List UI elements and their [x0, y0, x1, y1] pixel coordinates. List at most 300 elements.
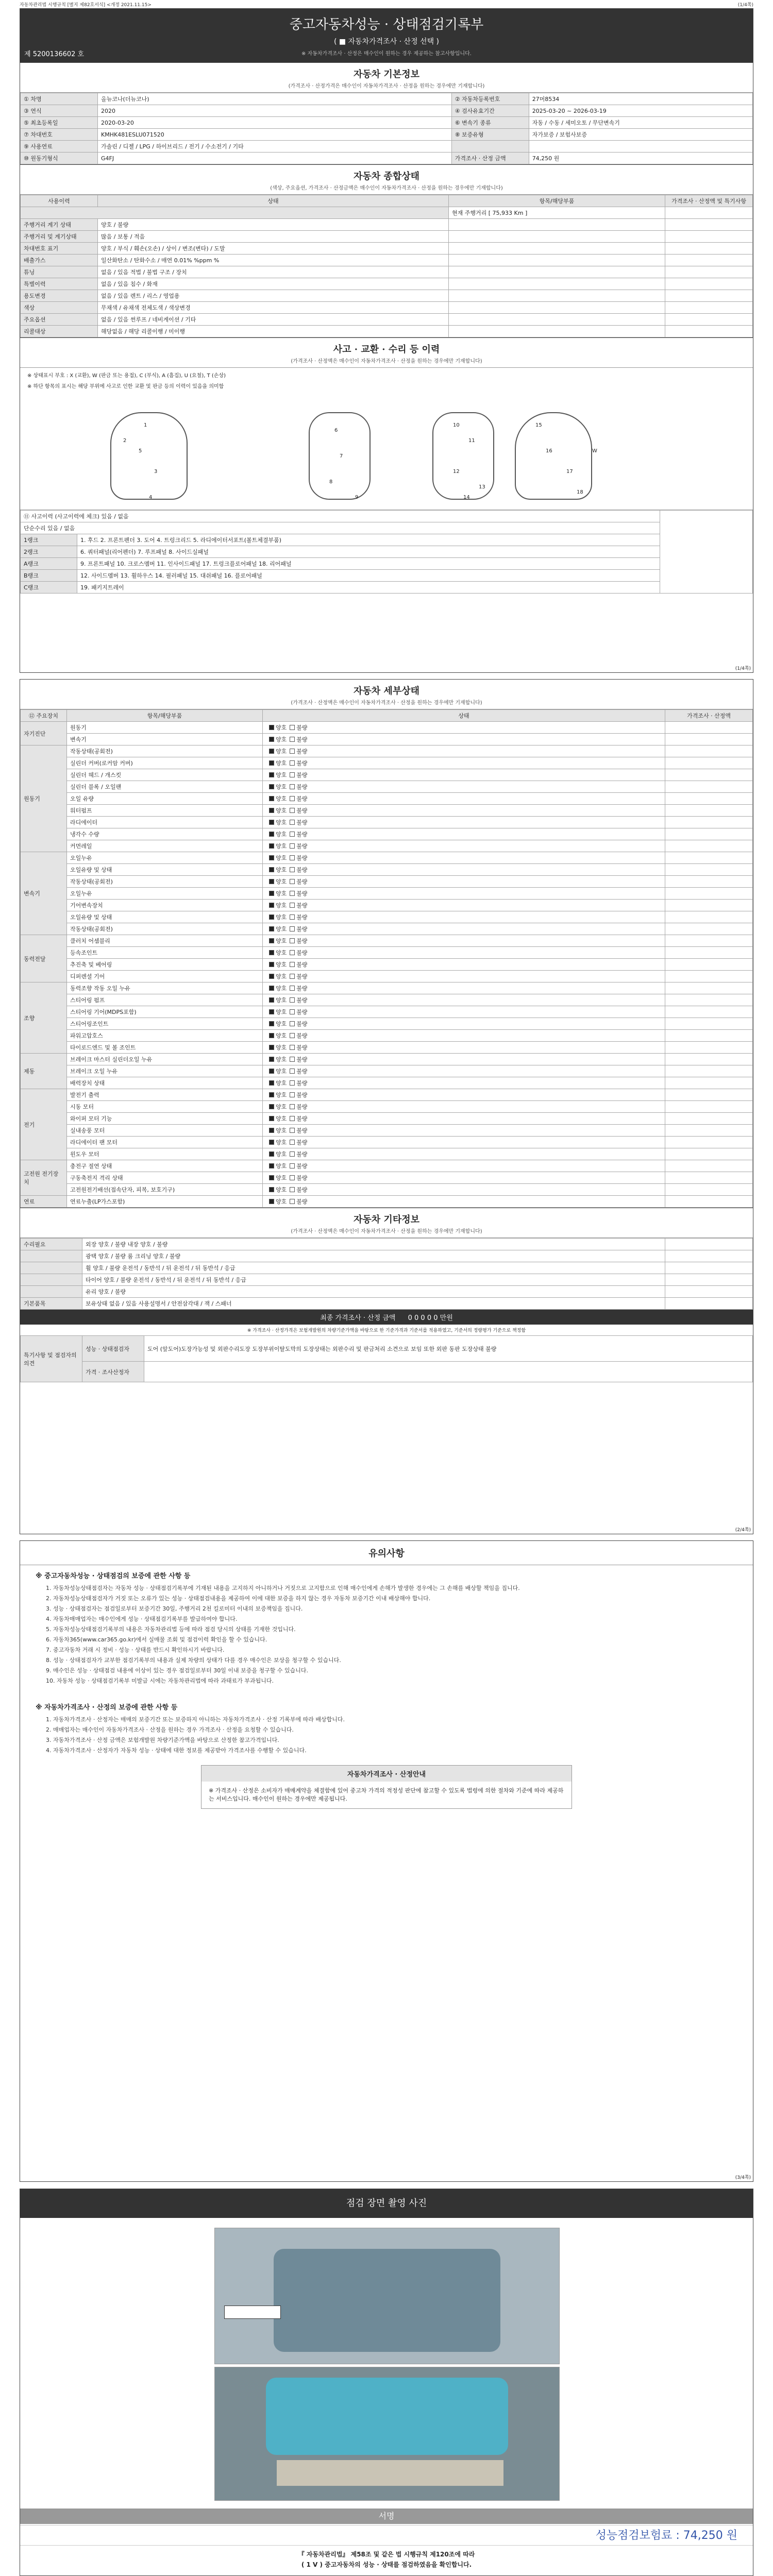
detail-device: 연료 [21, 1196, 67, 1208]
appraisal-guide-text: ※ 가격조사 · 산정은 소비자가 매매계약을 체결함에 있어 중고차 가격의 적정성 판단에 참고할 수 있도록 법령에 의한 절차와 기준에 따라 제공하는 서비스입니다. 매수인이 원하는 경우에만 제공됩니다. [209, 1787, 564, 1802]
detail-row [21, 900, 753, 911]
checkbox-icon [269, 1069, 274, 1074]
detail-part: 연료누출(LP가스포함) [67, 1196, 263, 1208]
condition-label: 양호 [276, 1115, 287, 1122]
detail-part: 고전원전기배선(접속단자, 피복, 보호기구) [67, 1184, 263, 1196]
overall-status-table [20, 195, 753, 337]
photos-title: 점검 장면 촬영 사진 [20, 2189, 753, 2218]
detail-price [665, 1137, 753, 1148]
legal-statement-2: ( 1 V ) 중고자동차의 성능 · 상태를 점검하였음을 확인합니다. [301, 2561, 472, 2568]
detail-part: 작동상태(공회전) [67, 745, 263, 757]
lift-photo [214, 2367, 560, 2501]
condition-label: 불량 [296, 997, 308, 1004]
detail-part: 오일 유량 [67, 793, 263, 805]
detail-condition [263, 1125, 665, 1137]
note-item: 2. 자동차성능상태점검자가 거짓 또는 오류가 있는 성능 · 상태점검내용을 제공하여 이에 대한 보증을 하지 않는 경우 자동차 보증기간 이내 배상해야 합니다. [46, 1595, 431, 1602]
detail-row [21, 959, 753, 971]
detail-row [21, 911, 753, 923]
detail-price [665, 781, 753, 793]
detail-price [665, 994, 753, 1006]
status-legend: ※ 상태표시 부호 : X (교환), W (판금 또는 용접), C (부식), A (흠집), U (요철), T (손상) [27, 373, 226, 379]
detail-device: 변속기 [21, 852, 67, 935]
detail-price [665, 1172, 753, 1184]
other-info-table [20, 1238, 753, 1310]
detail-row [21, 935, 753, 947]
overall-row [21, 266, 753, 278]
detail-row [21, 1077, 753, 1089]
basic-key: ⑤ 최초등록일 [21, 117, 98, 129]
other-info-note: (가격조사 · 산정액은 매수인이 자동차가격조사 · 산정을 원하는 경우에만 기재합니다) [20, 1227, 753, 1238]
form-notice [20, 1, 753, 8]
checkbox-icon [269, 1116, 274, 1121]
detail-part: 기어변속장치 [67, 900, 263, 911]
overall-extra [449, 302, 665, 314]
condition-label: 양호 [276, 855, 287, 861]
overall-extra [449, 326, 665, 337]
car-front-image [274, 2249, 500, 2352]
basic-value: 2025-03-20 ~ 2026-03-19 [529, 105, 752, 117]
diagram-label: 2 [123, 438, 127, 444]
detail-condition [263, 793, 665, 805]
other-price [665, 1274, 753, 1286]
simple-repair-flag: 단순수리 있음 / 없음 [21, 522, 660, 534]
condition-label: 불량 [296, 1115, 308, 1122]
other-row [21, 1239, 753, 1250]
other-key: 수리필요 [21, 1239, 82, 1250]
detail-part: 시동 모터 [67, 1101, 263, 1113]
checkbox-icon [269, 1163, 274, 1168]
diagram-label: 5 [139, 448, 142, 454]
checkbox-icon [269, 914, 274, 920]
accident-row [21, 546, 753, 558]
detail-price [665, 769, 753, 781]
detail-row [21, 1018, 753, 1030]
detail-condition [263, 888, 665, 900]
condition-label: 양호 [276, 1187, 287, 1193]
detail-price [665, 971, 753, 982]
detail-price [665, 1113, 753, 1125]
checkbox-icon [290, 1128, 295, 1133]
detail-price [665, 793, 753, 805]
detail-row [21, 982, 753, 994]
detail-price [665, 817, 753, 828]
detail-condition [263, 1030, 665, 1042]
checkbox-icon [269, 1092, 274, 1097]
appraiser-label: 가격 · 조사산정자 [82, 1362, 144, 1382]
accident-table [20, 510, 753, 594]
condition-label: 불량 [296, 736, 308, 743]
checkbox-icon [290, 1057, 295, 1062]
status-legend-2: ※ 하단 항목의 표시는 해당 부위에 사고로 인한 교환 및 판금 등의 이력이 있음을 의미함 [27, 384, 224, 389]
other-row [21, 1298, 753, 1310]
detail-device: 자기진단 [21, 722, 67, 745]
basic-value: 2020-03-20 [98, 117, 452, 129]
document-header [20, 9, 753, 62]
detail-part: 라디에이터 [67, 817, 263, 828]
legal-statement-1: 『 자동차관리법』 제58조 및 같은 법 시행규칙 제120조에 따라 [298, 2551, 475, 2558]
detail-status-note: (가격조사 · 산정액은 매수인이 자동차가격조사 · 산정을 원하는 경우에만 기재합니다) [20, 698, 753, 709]
overall-extra [449, 243, 665, 255]
basic-key: ⑨ 사용연료 [21, 141, 98, 152]
detail-row [21, 1065, 753, 1077]
checkbox-icon [290, 962, 295, 967]
detail-condition [263, 1042, 665, 1054]
condition-label: 불량 [296, 926, 308, 933]
note-item: 4. 자동차가격조사 · 산정자가 자동차 성능 · 상태에 대한 정보를 제공받아 가격조사를 수행할 수 있습니다. [46, 1747, 307, 1754]
overall-extra [449, 278, 665, 290]
overall-value: 양호 / 불량 [98, 219, 449, 231]
overall-row [21, 314, 753, 326]
checkbox-icon [290, 903, 295, 908]
col-status: 상태 [98, 195, 449, 207]
overall-value: 해당없음 / 해당 리콜이행 / 미이행 [98, 326, 449, 337]
overall-price [665, 231, 753, 243]
detail-condition [263, 1089, 665, 1101]
checkbox-icon [269, 772, 274, 777]
checkbox-icon [269, 855, 274, 860]
detail-row [21, 1101, 753, 1113]
condition-label: 불량 [296, 1021, 308, 1027]
condition-label: 불량 [296, 890, 308, 897]
overall-price [665, 326, 753, 337]
basic-info-title: 자동차 기본정보 [20, 62, 753, 81]
note-item: 3. 자동차가격조사 · 산정 금액은 보험개발원 차량기준가액을 바탕으로 산정한 참고가격입니다. [46, 1737, 279, 1743]
overall-extra [449, 314, 665, 326]
basic-info-note: (가격조사 · 산정가격은 매수인이 자동차가격조사 · 산정을 원하는 경우에만 기재합니다) [20, 81, 753, 93]
detail-price [665, 852, 753, 864]
detail-row [21, 1196, 753, 1208]
diagram-label: 8 [329, 479, 333, 485]
basic-key: ⑦ 차대번호 [21, 129, 98, 141]
checkbox-icon [290, 926, 295, 931]
condition-label: 양호 [276, 795, 287, 802]
overall-value: 일산화탄소 / 탄화수소 / 매연 0.01% %ppm % [98, 255, 449, 266]
detail-row [21, 1172, 753, 1184]
condition-label: 양호 [276, 843, 287, 850]
accident-rank: 2랭크 [21, 546, 77, 558]
basic-value [529, 141, 752, 152]
overall-key: 주요옵션 [21, 314, 98, 326]
checkbox-icon [269, 903, 274, 908]
note-item: 6. 자동차365(www.car365.go.kr)에서 실매물 조회 및 점검이력 확인을 할 수 있습니다. [46, 1636, 267, 1643]
remarks-table [20, 1335, 753, 1382]
condition-label: 불량 [296, 724, 308, 731]
detail-row [21, 1089, 753, 1101]
checkbox-icon [290, 760, 295, 766]
other-row [21, 1286, 753, 1298]
final-price-bar [20, 1310, 753, 1325]
page-number: (1/4쪽) [735, 666, 751, 671]
other-key [21, 1250, 82, 1262]
condition-label: 양호 [276, 1032, 287, 1039]
condition-label: 불량 [296, 1139, 308, 1146]
overall-value: 무채색 / 유채색 전체도색 / 색상변경 [98, 302, 449, 314]
basic-key: ⑧ 보증유형 [451, 129, 529, 141]
detail-row [21, 852, 753, 864]
other-key: 기본품목 [21, 1298, 82, 1310]
detail-row [21, 769, 753, 781]
detail-condition [263, 876, 665, 888]
diagram-label: 10 [453, 422, 460, 428]
checkbox-icon [290, 1187, 295, 1192]
overall-key: 주행거리 및 계기상태 [21, 231, 98, 243]
detail-part: 스티어링조인트 [67, 1018, 263, 1030]
checkbox-icon [290, 1009, 295, 1014]
condition-label: 불량 [296, 819, 308, 826]
col-condition: 상태 [263, 710, 665, 722]
overall-value: 없음 / 있음 썬루프 / 네비게이션 / 기타 [98, 314, 449, 326]
checkbox-icon [269, 986, 274, 991]
detail-part: 오일누유 [67, 852, 263, 864]
checkbox-icon [269, 1009, 274, 1014]
condition-label: 양호 [276, 819, 287, 826]
detail-part: 브레이크 마스터 실린더오일 누유 [67, 1054, 263, 1065]
detail-condition [263, 1184, 665, 1196]
note-item: 2. 매매업자는 매수인이 자동차가격조사 · 산정을 원하는 경우 가격조사 · 산정을 요청할 수 있습니다. [46, 1726, 294, 1733]
checkbox-icon [290, 855, 295, 860]
checkbox-icon [269, 1128, 274, 1133]
detail-condition [263, 828, 665, 840]
detail-part: 윈도우 모터 [67, 1148, 263, 1160]
detail-condition [263, 982, 665, 994]
document-title: 중고자동차성능 · 상태점검기록부 [289, 17, 484, 32]
page-4 [20, 2189, 753, 2576]
checkbox-icon [290, 749, 295, 754]
condition-label: 불량 [296, 1175, 308, 1181]
overall-extra [449, 231, 665, 243]
checkbox-icon [269, 974, 274, 979]
condition-label: 불량 [296, 1127, 308, 1134]
condition-label: 양호 [276, 1021, 287, 1027]
insurance-fee: 성능점검보험료 : 74,250 원 [20, 2525, 753, 2546]
other-row [21, 1274, 753, 1286]
lift-platform [277, 2460, 503, 2486]
condition-label: 불량 [296, 831, 308, 838]
detail-part: 냉각수 수량 [67, 828, 263, 840]
detail-condition [263, 1148, 665, 1160]
detail-condition [263, 923, 665, 935]
note-item: 1. 자동차가격조사 · 산정자는 매매의 보증기간 또는 보증하지 아니하는 자동차가격조사 · 산정 기록부에 따라 배상합니다. [46, 1716, 345, 1723]
condition-label: 불량 [296, 867, 308, 873]
checkbox-icon [269, 1140, 274, 1145]
other-price [665, 1250, 753, 1262]
detail-price [665, 1184, 753, 1196]
detail-row [21, 947, 753, 959]
other-value: 광택 양호 / 불량 룸 크리닝 양호 / 불량 [82, 1250, 665, 1262]
checkbox-icon [269, 1199, 274, 1204]
detail-condition [263, 1137, 665, 1148]
condition-label: 불량 [296, 1151, 308, 1158]
detail-part: 오일누유 [67, 888, 263, 900]
condition-label: 불량 [296, 878, 308, 885]
detail-part: 실린더 커버(로커암 커버) [67, 757, 263, 769]
detail-condition [263, 1113, 665, 1125]
checkbox-icon [290, 772, 295, 777]
detail-part: 실내송풍 모터 [67, 1125, 263, 1137]
detail-price [665, 1160, 753, 1172]
overall-price [665, 290, 753, 302]
accident-rank: A랭크 [21, 558, 77, 570]
checkbox-icon [269, 926, 274, 931]
col-part: 항목/해당부품 [67, 710, 263, 722]
checkbox-icon [290, 997, 295, 1003]
detail-part: 커먼레일 [67, 840, 263, 852]
condition-label: 양호 [276, 831, 287, 838]
detail-price [665, 1065, 753, 1077]
detail-price [665, 1006, 753, 1018]
accident-parts: 12. 사이드멤버 13. 휠하우스 14. 필러패널 15. 대쉬패널 16. 플로어패널 [77, 570, 660, 582]
checkbox-icon [269, 997, 274, 1003]
detail-price [665, 828, 753, 840]
condition-label: 불량 [296, 1068, 308, 1075]
checkbox-icon [269, 784, 274, 789]
note-item: 3. 성능 · 상태점검자는 점검일로부터 보증기간 30일, 주행거리 2천 킬로미터 이내의 보증책임을 집니다. [46, 1605, 303, 1612]
document-number: 제 5200136602 호 [24, 50, 85, 58]
checkbox-icon [269, 820, 274, 825]
detail-part: 실린더 헤드 / 개스킷 [67, 769, 263, 781]
detail-part: 스티어링 기어(MDPS포함) [67, 1006, 263, 1018]
overall-key: 색상 [21, 302, 98, 314]
checkbox-icon [269, 1080, 274, 1086]
other-price [665, 1286, 753, 1298]
detail-price [665, 1148, 753, 1160]
basic-key: ⑩ 원동기형식 [21, 152, 98, 164]
checkbox-icon [269, 1187, 274, 1192]
detail-status-title: 자동차 세부상태 [20, 680, 753, 698]
detail-part: 실린더 블록 / 오일팬 [67, 781, 263, 793]
detail-part: 오일유량 및 상태 [67, 911, 263, 923]
col-device: ⑫ 주요장치 [21, 710, 67, 722]
checkbox-icon [290, 725, 295, 730]
detail-price [665, 1054, 753, 1065]
basic-value: 2020 [98, 105, 452, 117]
detail-condition [263, 722, 665, 734]
detail-part: 발전기 출력 [67, 1089, 263, 1101]
condition-label: 양호 [276, 890, 287, 897]
condition-label: 양호 [276, 985, 287, 992]
overall-price [665, 314, 753, 326]
car-front-outline [110, 412, 188, 500]
condition-label: 불량 [296, 760, 308, 767]
detail-condition [263, 947, 665, 959]
overall-status-title: 자동차 종합상태 [20, 164, 753, 183]
detail-part: 변속기 [67, 734, 263, 745]
condition-label: 양호 [276, 772, 287, 778]
checkbox-icon [290, 808, 295, 813]
detail-part: 배력장치 상태 [67, 1077, 263, 1089]
detail-part: 충전구 절연 상태 [67, 1160, 263, 1172]
detail-price [665, 876, 753, 888]
notes-section-2: ※ 자동차가격조사 · 산정의 보증에 관한 사항 등 [36, 1704, 178, 1711]
checkbox-icon [290, 1199, 295, 1204]
detail-price [665, 734, 753, 745]
checkbox-icon [269, 950, 274, 955]
detail-row [21, 994, 753, 1006]
condition-label: 양호 [276, 784, 287, 790]
note-item: 4. 자동차매매업자는 매수인에게 성능 · 상태점검기록부를 발급하여야 합니다. [46, 1616, 238, 1622]
detail-row [21, 722, 753, 734]
detail-condition [263, 971, 665, 982]
detail-condition [263, 1077, 665, 1089]
car-diagram [20, 392, 753, 510]
basic-row [21, 152, 753, 164]
detail-status-table [20, 709, 753, 1208]
condition-label: 불량 [296, 1044, 308, 1051]
detail-row [21, 1042, 753, 1054]
page-2 [20, 679, 753, 1534]
accident-row [21, 534, 753, 546]
detail-row [21, 971, 753, 982]
detail-part: 작동상태(공회전) [67, 876, 263, 888]
detail-condition [263, 852, 665, 864]
condition-label: 불량 [296, 902, 308, 909]
detail-part: 원동기 [67, 722, 263, 734]
condition-label: 불량 [296, 1056, 308, 1063]
detail-condition [263, 757, 665, 769]
other-row [21, 1250, 753, 1262]
condition-label: 양호 [276, 973, 287, 980]
detail-condition [263, 1196, 665, 1208]
accident-rank: C랭크 [21, 582, 77, 594]
other-value: 타이어 양호 / 불량 운전석 / 동반석 / 뒤 운전석 / 뒤 동반석 / 응급 [82, 1274, 665, 1286]
condition-label: 양호 [276, 724, 287, 731]
condition-label: 양호 [276, 938, 287, 944]
note-item: 8. 성능 · 상태점검자가 교부한 점검기록부의 내용과 실제 차량의 상태가 다를 경우 매수인은 보상을 청구할 수 있습니다. [46, 1657, 341, 1664]
diagram-label: 15 [535, 422, 542, 428]
detail-part: 동력조향 작동 오일 누유 [67, 982, 263, 994]
detail-price [665, 923, 753, 935]
diagram-label: 18 [577, 489, 583, 495]
note-item: 5. 자동차성능상태점검기록부의 내용은 자동차관리법 등에 따라 점검 당시의 상태를 기재한 것입니다. [46, 1626, 296, 1633]
detail-condition [263, 781, 665, 793]
notes-section-1: ※ 중고자동차성능 · 상태점검의 보증에 관한 사항 등 [36, 1572, 191, 1580]
basic-value: 27머8534 [529, 93, 752, 105]
checkbox-icon [269, 1045, 274, 1050]
document-note: ※ 자동차가격조사 · 산정은 매수인이 원하는 경우 제공하는 참고사항입니다. [301, 51, 472, 57]
detail-price [665, 1101, 753, 1113]
checkbox-icon [290, 879, 295, 884]
page-number: (3/4쪽) [735, 2175, 751, 2180]
diagram-label: 3 [154, 469, 158, 474]
overall-status-note: (색상, 주요옵션, 가격조사 · 산정금액은 매수인이 자동차가격조사 · 산정을 원하는 경우에만 기재합니다) [20, 183, 753, 195]
overall-value: 없음 / 있음 침수 / 화재 [98, 278, 449, 290]
overall-value: 많음 / 보통 / 적음 [98, 231, 449, 243]
checkbox-icon [290, 1163, 295, 1168]
detail-row [21, 1030, 753, 1042]
basic-value: 74,250 원 [529, 152, 752, 164]
diagram-label: 7 [340, 453, 343, 459]
other-key [21, 1286, 82, 1298]
detail-condition [263, 734, 665, 745]
overall-key: 특별이력 [21, 278, 98, 290]
other-value: 보유상태 없음 / 있음 사용설명서 / 안전삼각대 / 잭 / 스패너 [82, 1298, 665, 1310]
basic-value: KMHK481ESLU071520 [98, 129, 452, 141]
accident-row [21, 582, 753, 594]
checkbox-icon [290, 832, 295, 837]
overall-row [21, 219, 753, 231]
condition-label: 불량 [296, 1198, 308, 1205]
detail-row [21, 757, 753, 769]
checkbox-icon [269, 725, 274, 730]
page-1 [20, 8, 753, 673]
basic-value: 가솔린 / 디젤 / LPG / 하이브리드 / 전기 / 수소전기 / 기타 [98, 141, 452, 152]
diagram-label: 16 [546, 448, 552, 454]
other-info-title: 자동차 기타정보 [20, 1208, 753, 1227]
accident-row [21, 570, 753, 582]
checkbox-icon [269, 749, 274, 754]
detail-row [21, 864, 753, 876]
detail-part: 브레이크 오일 누유 [67, 1065, 263, 1077]
